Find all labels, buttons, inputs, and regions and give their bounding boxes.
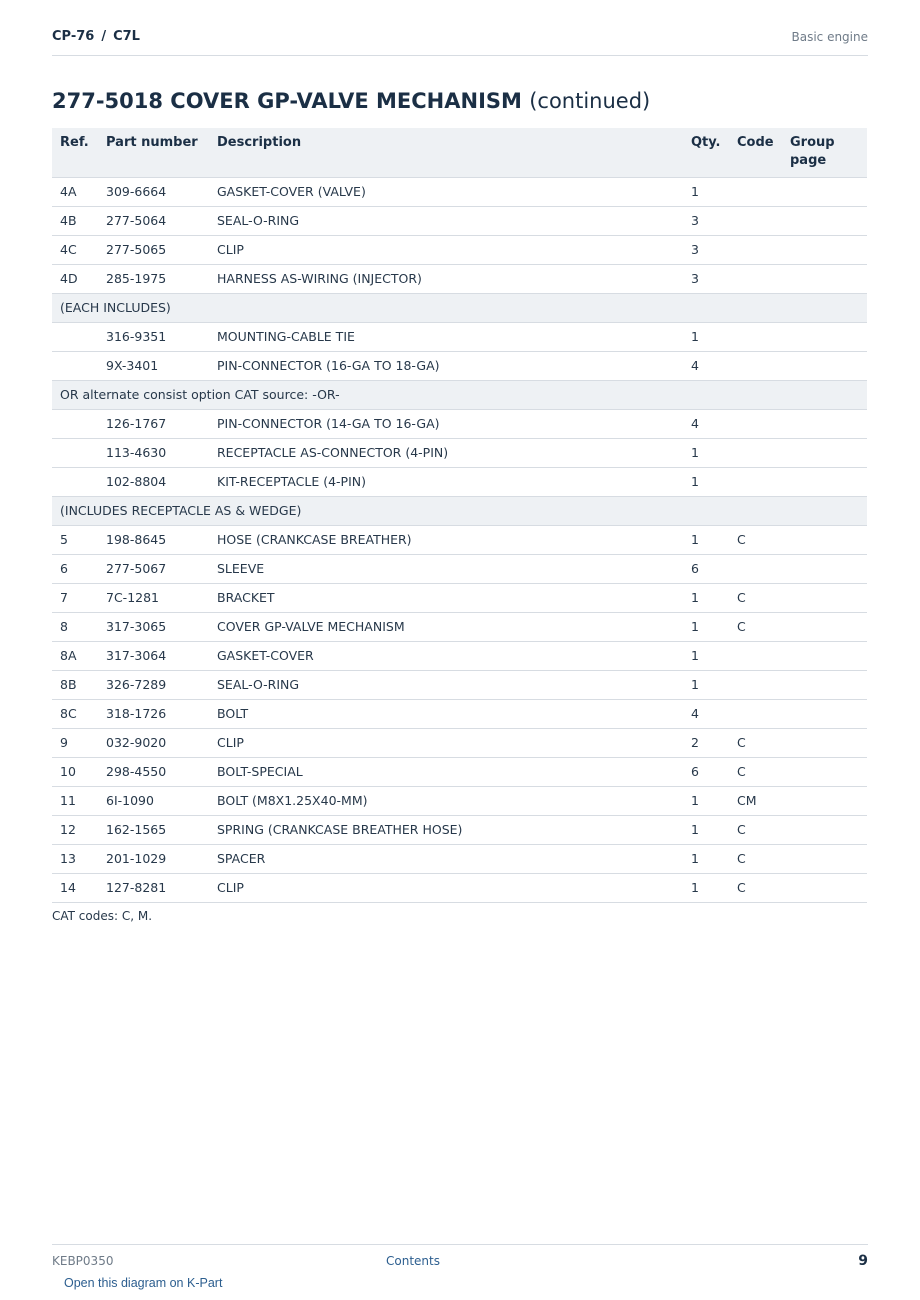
table-row <box>52 467 867 496</box>
breadcrumb-separator: / <box>101 29 107 44</box>
col-qty-header: Qty. <box>683 128 729 177</box>
cell-part-number: 309-6664 <box>98 177 209 206</box>
section-label: Basic engine <box>791 30 868 44</box>
cell-ref: 4C <box>52 235 98 264</box>
cell-description: BRACKET <box>209 583 683 612</box>
cell-group-page <box>782 235 867 264</box>
cell-qty: 4 <box>683 351 729 380</box>
col-group-page-header: Group page <box>782 128 867 177</box>
table-row <box>52 235 867 264</box>
cell-group-page <box>782 177 867 206</box>
cell-group-page <box>782 264 867 293</box>
cell-code: C <box>729 757 782 786</box>
table-row <box>52 322 867 351</box>
model-code: C7L <box>113 29 140 44</box>
cell-ref: 4B <box>52 206 98 235</box>
cell-qty: 1 <box>683 583 729 612</box>
cell-group-page <box>782 699 867 728</box>
cell-group-page <box>782 844 867 873</box>
cell-part-number: 9X-3401 <box>98 351 209 380</box>
cell-part-number: 201-1029 <box>98 844 209 873</box>
cell-code: C <box>729 815 782 844</box>
cell-ref: 13 <box>52 844 98 873</box>
cell-group-page <box>782 351 867 380</box>
cell-description: MOUNTING-CABLE TIE <box>209 322 683 351</box>
catalog-code: CP-76 <box>52 29 95 44</box>
cell-qty: 3 <box>683 206 729 235</box>
col-ref-header: Ref. <box>52 128 98 177</box>
cell-code <box>729 264 782 293</box>
cell-group-page <box>782 670 867 699</box>
col-description-header: Description <box>209 128 683 177</box>
table-row <box>52 554 867 583</box>
cell-description: PIN-CONNECTOR (14-GA TO 16-GA) <box>209 409 683 438</box>
cell-code: CM <box>729 786 782 815</box>
cell-code: C <box>729 612 782 641</box>
cell-part-number: 317-3064 <box>98 641 209 670</box>
cell-qty: 1 <box>683 815 729 844</box>
cell-part-number: 298-4550 <box>98 757 209 786</box>
cell-qty: 1 <box>683 641 729 670</box>
cell-part-number: 277-5064 <box>98 206 209 235</box>
cell-group-page <box>782 525 867 554</box>
cell-part-number: 277-5065 <box>98 235 209 264</box>
cell-part-number: 316-9351 <box>98 322 209 351</box>
cell-ref: 12 <box>52 815 98 844</box>
note-text: (INCLUDES RECEPTACLE AS & WEDGE) <box>52 496 867 525</box>
open-diagram-link[interactable]: Open this diagram on K-Part <box>64 1276 223 1290</box>
cell-part-number: 285-1975 <box>98 264 209 293</box>
cell-code <box>729 641 782 670</box>
table-row <box>52 264 867 293</box>
cell-group-page <box>782 757 867 786</box>
table-row <box>52 583 867 612</box>
title-suffix: (continued) <box>529 89 651 113</box>
cell-ref: 9 <box>52 728 98 757</box>
cell-ref <box>52 438 98 467</box>
cell-description: SEAL-O-RING <box>209 206 683 235</box>
cell-part-number: 318-1726 <box>98 699 209 728</box>
table-row <box>52 525 867 554</box>
cell-group-page <box>782 641 867 670</box>
cell-ref: 8 <box>52 612 98 641</box>
cell-code <box>729 554 782 583</box>
table-row <box>52 670 867 699</box>
cell-code: C <box>729 525 782 554</box>
cell-qty: 3 <box>683 235 729 264</box>
table-row <box>52 873 867 902</box>
cell-group-page <box>782 467 867 496</box>
cell-qty: 1 <box>683 177 729 206</box>
cell-code: C <box>729 728 782 757</box>
parts-table <box>52 128 867 903</box>
cell-qty: 4 <box>683 699 729 728</box>
cell-part-number: 126-1767 <box>98 409 209 438</box>
cell-description: BOLT <box>209 699 683 728</box>
cell-description: RECEPTACLE AS-CONNECTOR (4-PIN) <box>209 438 683 467</box>
note-text: OR alternate consist option CAT source: -OR- <box>52 380 867 409</box>
cell-code <box>729 177 782 206</box>
cell-part-number: 198-8645 <box>98 525 209 554</box>
title-main: 277-5018 COVER GP-VALVE MECHANISM <box>52 89 522 113</box>
cell-code <box>729 699 782 728</box>
cell-group-page <box>782 554 867 583</box>
page-number: 9 <box>858 1253 868 1269</box>
cell-qty: 1 <box>683 786 729 815</box>
cell-qty: 1 <box>683 322 729 351</box>
table-row <box>52 641 867 670</box>
note-text: (EACH INCLUDES) <box>52 293 867 322</box>
table-row <box>52 786 867 815</box>
cell-group-page <box>782 728 867 757</box>
cell-group-page <box>782 815 867 844</box>
breadcrumb <box>52 29 140 44</box>
table-row <box>52 409 867 438</box>
cell-qty: 4 <box>683 409 729 438</box>
cell-ref: 10 <box>52 757 98 786</box>
cell-code: C <box>729 583 782 612</box>
cell-code <box>729 409 782 438</box>
table-row <box>52 699 867 728</box>
table-row <box>52 177 867 206</box>
cell-description: HARNESS AS-WIRING (INJECTOR) <box>209 264 683 293</box>
table-note-row <box>52 496 867 525</box>
cell-qty: 6 <box>683 757 729 786</box>
cell-code <box>729 438 782 467</box>
cell-group-page <box>782 583 867 612</box>
cell-description: SPACER <box>209 844 683 873</box>
cell-ref <box>52 322 98 351</box>
cell-description: CLIP <box>209 873 683 902</box>
cell-ref: 8A <box>52 641 98 670</box>
cell-ref: 14 <box>52 873 98 902</box>
cell-ref: 5 <box>52 525 98 554</box>
table-header-row <box>52 128 867 177</box>
cell-group-page <box>782 409 867 438</box>
document-id: KEBP0350 <box>52 1254 114 1268</box>
cell-qty: 6 <box>683 554 729 583</box>
cell-qty: 1 <box>683 438 729 467</box>
cell-description: BOLT-SPECIAL <box>209 757 683 786</box>
cell-group-page <box>782 786 867 815</box>
cell-group-page <box>782 612 867 641</box>
cell-ref: 11 <box>52 786 98 815</box>
cat-codes-note: CAT codes: C, M. <box>52 909 153 923</box>
cell-code: C <box>729 844 782 873</box>
cell-description: SEAL-O-RING <box>209 670 683 699</box>
cell-qty: 1 <box>683 670 729 699</box>
table-row <box>52 206 867 235</box>
cell-ref: 8B <box>52 670 98 699</box>
table-row <box>52 728 867 757</box>
cell-part-number: 7C-1281 <box>98 583 209 612</box>
cell-code <box>729 206 782 235</box>
cell-part-number: 127-8281 <box>98 873 209 902</box>
cell-qty: 2 <box>683 728 729 757</box>
cell-part-number: 317-3065 <box>98 612 209 641</box>
cell-description: CLIP <box>209 235 683 264</box>
table-row <box>52 844 867 873</box>
cell-group-page <box>782 206 867 235</box>
page-header <box>52 28 868 56</box>
page-footer <box>52 1244 868 1274</box>
cell-ref: 7 <box>52 583 98 612</box>
cell-part-number: 032-9020 <box>98 728 209 757</box>
cell-description: SPRING (CRANKCASE BREATHER HOSE) <box>209 815 683 844</box>
cell-description: HOSE (CRANKCASE BREATHER) <box>209 525 683 554</box>
cell-part-number: 326-7289 <box>98 670 209 699</box>
cell-ref: 8C <box>52 699 98 728</box>
table-note-row <box>52 293 867 322</box>
col-part-number-header: Part number <box>98 128 209 177</box>
cell-qty: 3 <box>683 264 729 293</box>
cell-part-number: 102-8804 <box>98 467 209 496</box>
cell-description: KIT-RECEPTACLE (4-PIN) <box>209 467 683 496</box>
cell-ref <box>52 409 98 438</box>
cell-code <box>729 351 782 380</box>
cell-description: COVER GP-VALVE MECHANISM <box>209 612 683 641</box>
cell-code <box>729 670 782 699</box>
cell-group-page <box>782 322 867 351</box>
cell-part-number: 6I-1090 <box>98 786 209 815</box>
table-row <box>52 757 867 786</box>
table-row <box>52 612 867 641</box>
cell-code <box>729 467 782 496</box>
cell-qty: 1 <box>683 467 729 496</box>
contents-link[interactable]: Contents <box>386 1254 440 1268</box>
cell-description: SLEEVE <box>209 554 683 583</box>
table-note-row <box>52 380 867 409</box>
col-code-header: Code <box>729 128 782 177</box>
cell-code: C <box>729 873 782 902</box>
cell-code <box>729 235 782 264</box>
cell-description: BOLT (M8X1.25X40-MM) <box>209 786 683 815</box>
cell-description: PIN-CONNECTOR (16-GA TO 18-GA) <box>209 351 683 380</box>
cell-qty: 1 <box>683 612 729 641</box>
cell-part-number: 113-4630 <box>98 438 209 467</box>
cell-part-number: 277-5067 <box>98 554 209 583</box>
cell-ref: 6 <box>52 554 98 583</box>
cell-qty: 1 <box>683 525 729 554</box>
cell-ref: 4D <box>52 264 98 293</box>
cell-code <box>729 322 782 351</box>
parts-table-body <box>52 177 867 902</box>
cell-description: GASKET-COVER (VALVE) <box>209 177 683 206</box>
cell-ref <box>52 467 98 496</box>
cell-group-page <box>782 438 867 467</box>
cell-qty: 1 <box>683 844 729 873</box>
cell-group-page <box>782 873 867 902</box>
cell-part-number: 162-1565 <box>98 815 209 844</box>
cell-description: CLIP <box>209 728 683 757</box>
cell-ref <box>52 351 98 380</box>
cell-description: GASKET-COVER <box>209 641 683 670</box>
table-row <box>52 438 867 467</box>
table-row <box>52 815 867 844</box>
page-title <box>52 89 650 113</box>
cell-ref: 4A <box>52 177 98 206</box>
cell-qty: 1 <box>683 873 729 902</box>
table-row <box>52 351 867 380</box>
